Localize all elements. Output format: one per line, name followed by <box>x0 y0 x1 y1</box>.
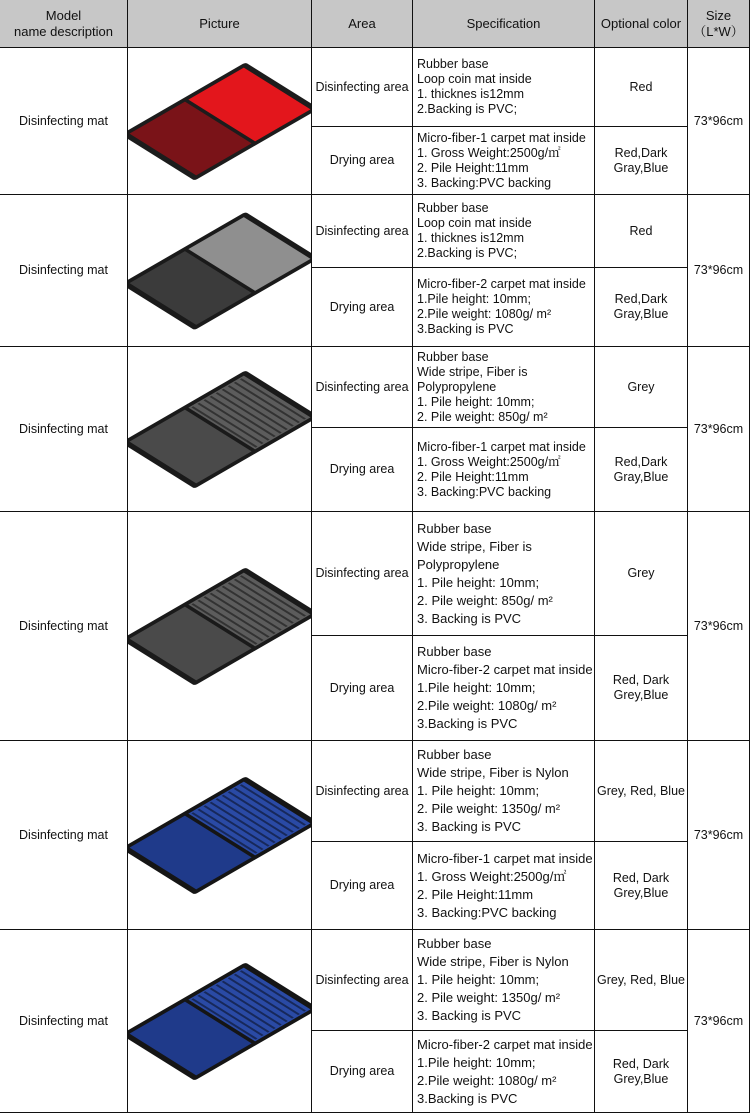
spec-drying <box>413 842 595 930</box>
spec-line: 3. Backing:PVC backing <box>417 904 557 920</box>
area-disinfecting: Disinfecting area <box>312 741 413 842</box>
mat-image <box>128 195 312 347</box>
color-disinfecting: Grey <box>595 512 688 636</box>
area-drying: Drying area <box>312 636 413 741</box>
color-drying: Red,Dark Gray,Blue <box>595 268 688 347</box>
spec-drying <box>413 636 595 741</box>
spec-line: 1.Pile height: 10mm; <box>417 292 531 306</box>
spec-line: 1. Pile height: 10mm; <box>417 394 535 409</box>
spec-line: 3.Backing is PVC <box>417 322 514 336</box>
area-drying: Drying area <box>312 127 413 195</box>
spec-line: 2. Pile Height:11mm <box>417 886 534 902</box>
spec-line: 3.Backing is PVC <box>417 716 518 731</box>
spec-line: 2. Pile weight: 850g/ m² <box>417 409 548 424</box>
area-disinfecting: Disinfecting area <box>312 347 413 428</box>
spec-line: 1. Pile height: 10mm; <box>417 574 540 590</box>
color-drying: Red, Dark Grey,Blue <box>595 636 688 741</box>
spec-line: Wide stripe, Fiber is Nylon <box>417 765 569 780</box>
spec-line: Loop coin mat inside <box>417 216 532 230</box>
spec-line: Micro-fiber-2 carpet mat inside <box>417 277 586 291</box>
spec-disinfecting <box>413 195 595 268</box>
spec-disinfecting <box>413 930 595 1031</box>
color-disinfecting: Grey <box>595 347 688 428</box>
model-name: Disinfecting mat <box>0 512 128 741</box>
spec-drying <box>413 428 595 512</box>
spec-line: 2. Pile weight: 1350g/ m² <box>417 801 561 816</box>
model-name: Disinfecting mat <box>0 930 128 1113</box>
spec-line: Micro-fiber-2 carpet mat inside <box>417 1036 593 1052</box>
spec-line: 3. Backing is PVC <box>417 1008 522 1023</box>
spec-line: Micro-fiber-1 carpet mat inside <box>417 850 593 866</box>
spec-disinfecting <box>413 347 595 428</box>
color-drying: Red,Dark Gray,Blue <box>595 127 688 195</box>
spec-line: Wide stripe, Fiber is Nylon <box>417 954 569 969</box>
color-disinfecting: Grey, Red, Blue <box>595 930 688 1031</box>
spec-line: 1. Gross Weight:2500g/㎡ <box>417 868 567 884</box>
product-picture <box>128 741 312 930</box>
color-disinfecting: Red <box>595 195 688 268</box>
header-size: Size （L*W） <box>688 0 750 48</box>
product-picture <box>128 48 312 195</box>
spec-line: Rubber base <box>417 936 492 951</box>
spec-line: 2.Pile weight: 1080g/ m² <box>417 307 552 321</box>
area-disinfecting: Disinfecting area <box>312 512 413 636</box>
spec-line: 2. Pile weight: 850g/ m² <box>417 592 553 608</box>
size-value: 73*96cm <box>688 930 750 1113</box>
spec-line: Rubber base <box>417 349 489 364</box>
spec-drying <box>413 268 595 347</box>
size-value: 73*96cm <box>688 512 750 741</box>
header-specification: Specification <box>413 0 595 48</box>
spec-line: Polypropylene <box>417 556 500 572</box>
spec-line: 2.Pile weight: 1080g/ m² <box>417 698 557 713</box>
area-disinfecting: Disinfecting area <box>312 930 413 1031</box>
product-picture <box>128 195 312 347</box>
spec-line: 1. thicknes is12mm <box>417 231 524 245</box>
product-picture <box>128 347 312 512</box>
model-name: Disinfecting mat <box>0 347 128 512</box>
spec-line: 1. thicknes is12mm <box>417 87 524 101</box>
size-value: 73*96cm <box>688 741 750 930</box>
model-name: Disinfecting mat <box>0 48 128 195</box>
spec-line: 3. Backing is PVC <box>417 819 522 834</box>
spec-line: 3. Backing is PVC <box>417 610 522 626</box>
mat-image <box>128 347 312 512</box>
area-drying: Drying area <box>312 268 413 347</box>
spec-line: Micro-fiber-1 carpet mat inside <box>417 439 586 454</box>
spec-line: 1. Pile height: 10mm; <box>417 972 540 987</box>
product-picture <box>128 930 312 1113</box>
header-model: Model name description <box>0 0 128 48</box>
header-area: Area <box>312 0 413 48</box>
spec-line: Rubber base <box>417 520 492 536</box>
mat-image <box>128 48 312 195</box>
color-drying: Red,Dark Gray,Blue <box>595 428 688 512</box>
spec-line: 2. Pile Height:11mm <box>417 160 529 175</box>
spec-line: 2.Backing is PVC; <box>417 246 518 260</box>
product-picture <box>128 512 312 741</box>
spec-line: 3. Backing:PVC backing <box>417 175 552 190</box>
spec-line: 1.Pile height: 10mm; <box>417 1054 536 1070</box>
size-value: 73*96cm <box>688 48 750 195</box>
spec-line: Rubber base <box>417 644 492 659</box>
spec-line: Micro-fiber-1 carpet mat inside <box>417 130 586 145</box>
color-drying: Red, Dark Grey,Blue <box>595 1031 688 1113</box>
color-disinfecting: Grey, Red, Blue <box>595 741 688 842</box>
color-drying: Red, Dark Grey,Blue <box>595 842 688 930</box>
spec-disinfecting <box>413 741 595 842</box>
spec-drying <box>413 1031 595 1113</box>
spec-line: 1. Gross Weight:2500g/㎡ <box>417 454 561 469</box>
header-optional-color: Optional color <box>595 0 688 48</box>
size-value: 73*96cm <box>688 347 750 512</box>
color-disinfecting: Red <box>595 48 688 127</box>
spec-line: Loop coin mat inside <box>417 72 532 86</box>
area-drying: Drying area <box>312 428 413 512</box>
header-picture: Picture <box>128 0 312 48</box>
spec-line: Rubber base <box>417 57 489 71</box>
spec-disinfecting <box>413 48 595 127</box>
spec-line: 2. Pile Height:11mm <box>417 469 529 484</box>
spec-line: Wide stripe, Fiber is <box>417 538 532 554</box>
spec-disinfecting <box>413 512 595 636</box>
spec-line: Wide stripe, Fiber is <box>417 364 528 379</box>
spec-line: 3. Backing:PVC backing <box>417 484 552 499</box>
area-drying: Drying area <box>312 842 413 930</box>
spec-line: 1. Pile height: 10mm; <box>417 783 540 798</box>
size-value: 73*96cm <box>688 195 750 347</box>
model-name: Disinfecting mat <box>0 195 128 347</box>
model-name: Disinfecting mat <box>0 741 128 930</box>
spec-line: 3.Backing is PVC <box>417 1090 518 1106</box>
spec-line: Polypropylene <box>417 379 497 394</box>
spec-line: Rubber base <box>417 201 489 215</box>
mat-image <box>128 741 312 930</box>
area-disinfecting: Disinfecting area <box>312 195 413 268</box>
spec-line: 1.Pile height: 10mm; <box>417 680 536 695</box>
area-disinfecting: Disinfecting area <box>312 48 413 127</box>
spec-drying <box>413 127 595 195</box>
area-drying: Drying area <box>312 1031 413 1113</box>
mat-image <box>128 930 312 1113</box>
mat-image <box>128 512 312 741</box>
spec-line: 2.Pile weight: 1080g/ m² <box>417 1072 557 1088</box>
spec-line: 2. Pile weight: 1350g/ m² <box>417 990 561 1005</box>
spec-line: 2.Backing is PVC; <box>417 102 518 116</box>
spec-line: 1. Gross Weight:2500g/㎡ <box>417 145 561 160</box>
spec-line: Rubber base <box>417 747 492 762</box>
spec-line: Micro-fiber-2 carpet mat inside <box>417 662 593 677</box>
